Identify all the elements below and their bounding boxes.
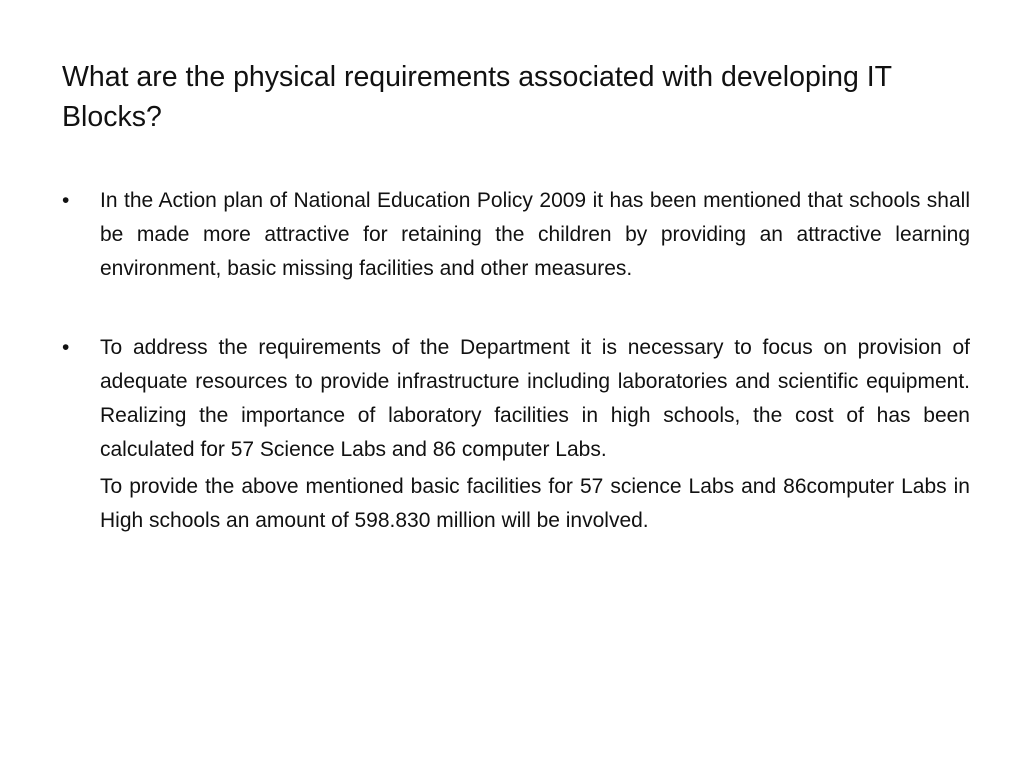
slide-title: What are the physical requirements associated with developing IT Blocks? [62, 61, 892, 133]
bullet-text: In the Action plan of National Education Policy 2009 it has been mentioned that schools shall be made more attractive for retaining the children by providing an attractive learning environment, basic missing facilities and other measures. [100, 189, 970, 280]
bullet-followup-paragraph: To provide the above mentioned basic facilities for 57 science Labs and 86computer Labs in High schools an amount of 598.830 million will be involved. [100, 475, 970, 532]
bullet-list [62, 184, 970, 538]
bullet-text: To address the requirements of the Department it is necessary to focus on provision of adequate resources to provide infrastructure including laboratories and scientific equipment. Realizing the importance of laboratory facilities in high schools, the cost of has been calculated for 57 Science Labs and 86 computer Labs. [100, 336, 970, 461]
bullet-item [62, 184, 970, 286]
bullet-marker: • [62, 336, 70, 359]
bullet-marker: • [62, 189, 70, 212]
bullet-item [62, 331, 970, 538]
